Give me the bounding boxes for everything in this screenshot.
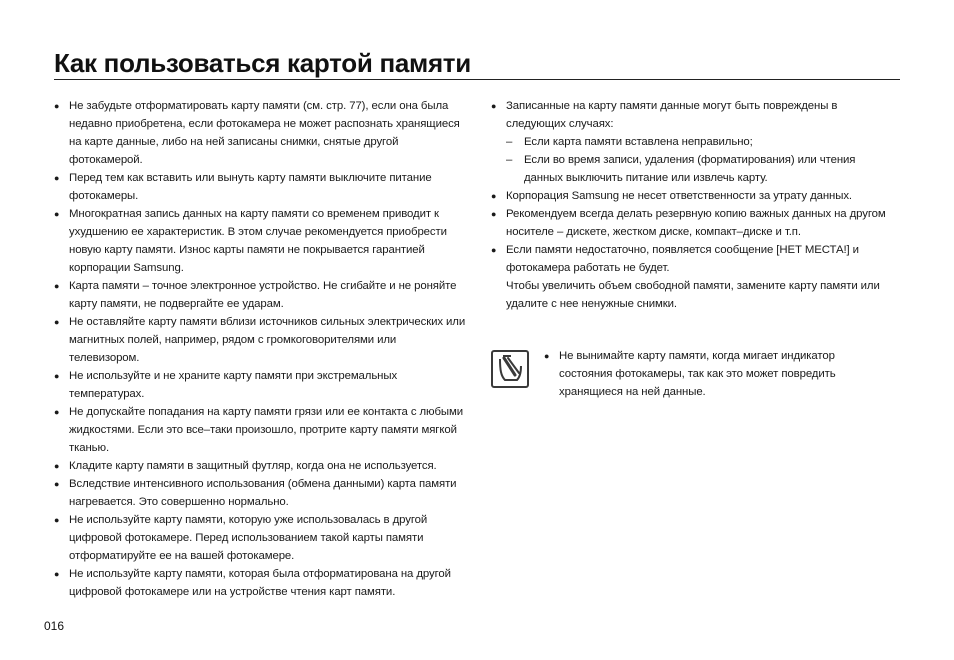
list-item-text: Если карта памяти вставлена неправильно; (524, 136, 753, 148)
bullet-icon: ● (54, 173, 60, 183)
list-item-text: Если во время записи, удаления (форматирования) или чтения данных выключить питание или извлечь карту. (524, 154, 856, 184)
list-item (54, 457, 469, 475)
list-item (54, 169, 469, 205)
bullet-icon: ● (54, 407, 60, 417)
bullet-icon: ● (54, 281, 60, 291)
list-item-text: Не допускайте попадания на карту памяти грязи или ее контакта с любыми жидкостями. Если это все–таки произошло, протрите карту памяти мягкой тканью. (69, 406, 463, 454)
list-item (544, 347, 884, 401)
list-item (54, 367, 469, 403)
list-item-text: Не оставляйте карту памяти вблизи источников сильных электрических или магнитных полей, например, рядом с громкоговорителями или телевизором. (69, 316, 466, 364)
bullet-icon: ● (491, 245, 497, 255)
right-bullet-list-2 (491, 187, 891, 313)
list-item (54, 277, 469, 313)
note-list (544, 347, 884, 401)
bullet-icon: ● (54, 461, 60, 471)
bullet-icon: ● (54, 371, 60, 381)
bullet-icon: ● (491, 191, 497, 201)
list-item-text: Карта памяти – точное электронное устройство. Не сгибайте и не роняйте карту памяти, не подвергайте ее ударам. (69, 280, 457, 310)
right-column (491, 97, 891, 313)
list-item-text: Не забудьте отформатировать карту памяти (см. стр. 77), если она была недавно приобретена, если фотокамера не может распознать хранящиеся на карте данные, либо на ней записаны снимки, снятые другой фотокамерой. (69, 100, 460, 166)
dash-icon: – (506, 136, 513, 148)
damage-cases-list (491, 133, 891, 187)
list-item (54, 403, 469, 457)
list-item-text: Не используйте карту памяти, которая была отформатирована на другой цифровой фотокамере или на устройстве чтения карт памяти. (69, 568, 451, 598)
bullet-icon: ● (54, 479, 60, 489)
list-item-text: Многократная запись данных на карту памяти со временем приводит к ухудшению ее характеристик. В этом случае рекомендуется приобрести новую карту памяти. Износ карты памяти не покрывается гарантией корпорации Samsung. (69, 208, 447, 274)
list-item (54, 565, 469, 601)
bullet-icon: ● (54, 209, 60, 219)
left-column (54, 97, 469, 601)
list-item-text: Записанные на карту памяти данные могут быть повреждены в следующих случаях: (506, 100, 838, 130)
right-bullet-list (491, 97, 891, 133)
list-item-text: Не используйте и не храните карту памяти при экстремальных температурах. (69, 370, 398, 400)
list-item (491, 241, 891, 313)
note-pencil-icon (491, 350, 529, 388)
note-text: Не вынимайте карту памяти, когда мигает индикатор состояния фотокамеры, так как это может повредить хранящиеся на ней данные. (559, 350, 836, 398)
title-divider (54, 79, 900, 80)
list-item-text: Кладите карту памяти в защитный футляр, когда она не используется. (69, 460, 437, 472)
bullet-icon: ● (54, 101, 60, 111)
bullet-icon: ● (54, 317, 60, 327)
list-item (491, 133, 891, 151)
bullet-icon: ● (491, 209, 497, 219)
list-item (54, 511, 469, 565)
dash-icon: – (506, 154, 513, 166)
list-item-text: Перед тем как вставить или вынуть карту памяти выключите питание фотокамеры. (69, 172, 432, 202)
bullet-icon: ● (491, 101, 497, 111)
left-bullet-list (54, 97, 469, 601)
list-item (54, 205, 469, 277)
list-item (491, 97, 891, 133)
list-item (54, 313, 469, 367)
list-item (54, 97, 469, 169)
bullet-icon: ● (54, 515, 60, 525)
list-item (54, 475, 469, 511)
bullet-icon: ● (54, 569, 60, 579)
list-item-text: Если памяти недостаточно, появляется сообщение [НЕТ МЕСТА!] и фотокамера работать не будет. (506, 244, 859, 274)
list-item (491, 187, 891, 205)
page-number: 016 (44, 619, 65, 633)
list-item-text: Корпорация Samsung не несет ответственности за утрату данных. (506, 190, 852, 202)
list-item-text: Не используйте карту памяти, которую уже использовалась в другой цифровой фотокамере. Перед использованием такой карты памяти отформатируйте ее на вашей фотокамере. (69, 514, 428, 562)
list-item (491, 205, 891, 241)
list-item (491, 151, 891, 187)
list-item-text: Рекомендуем всегда делать резервную копию важных данных на другом носителе – дискете, жестком диске, компакт–диске и т.п. (506, 208, 886, 238)
list-item-text: Вследствие интенсивного использования (обмена данными) карта памяти нагревается. Это совершенно нормально. (69, 478, 457, 508)
page-title: Как пользоваться картой памяти (54, 48, 471, 78)
list-item-text: Чтобы увеличить объем свободной памяти, замените карту памяти или удалите с нее ненужные снимки. (506, 280, 880, 310)
bullet-icon: ● (544, 351, 550, 361)
